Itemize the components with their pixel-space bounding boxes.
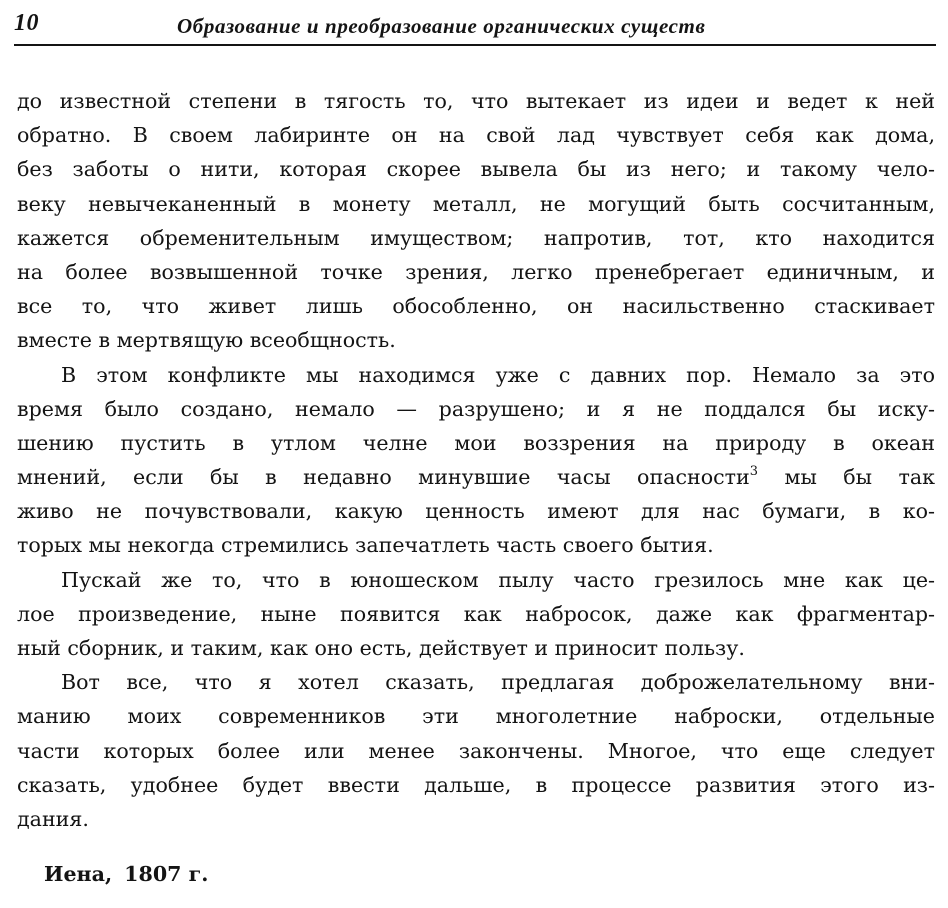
text-segment: мы бы так <box>758 465 935 490</box>
text-line: живо не почувствовали, какую ценность имеют для нас бумаги, в ко- <box>17 499 935 524</box>
text-line: без заботы о нити, которая скорее вывела бы из него; и такому чело- <box>17 157 935 182</box>
footnote-marker: 3 <box>749 464 759 480</box>
text-line: время было создано, немало — разрушено; и я не поддался бы иску- <box>17 396 935 421</box>
page-header <box>14 8 934 48</box>
text-line: шению пустить в утлом челне мои воззрения на природу в океан <box>17 430 935 455</box>
signature-place: Иена, <box>44 862 113 886</box>
text-line: вместе в мертвящую всеобщность. <box>17 328 396 353</box>
text-line: Вот все, что я хотел сказать, предлагая доброжелательному вни- <box>61 670 935 695</box>
text-line: до известной степени в тягость то, что вытекает из идеи и ведет к ней <box>17 89 935 113</box>
text-line: Пускай же то, что в юношеском пылу часто грезилось мне как це- <box>61 567 935 592</box>
text-line: кажется обременительным имуществом; напротив, тот, кто находится <box>17 225 935 250</box>
text-line: обратно. В своем лабиринте он на свой лад чувствует себя как дома, <box>17 123 935 148</box>
text-segment: мнений, если бы в недавно минувшие часы опасности <box>17 465 750 490</box>
text-line: части которых более или менее закончены. Многое, что еще следует <box>17 738 935 763</box>
text-line: веку невычеканенный в монету металл, не могущий быть сосчитанным, <box>17 191 935 216</box>
text-line: лое произведение, ныне появится как набросок, даже как фрагментар- <box>17 601 935 626</box>
running-title: Образование и преобразование органических существ <box>177 14 706 38</box>
text-line: манию моих современников эти многолетние наброски, отдельные <box>17 704 935 729</box>
text-line: все то, что живет лишь обособленно, он насильственно стаскивает <box>17 294 935 319</box>
text-line: дания. <box>17 806 89 831</box>
text-line: ный сборник, и таким, как оно есть, действует и приносит пользу. <box>17 636 745 660</box>
text-line: сказать, удобнее будет ввести дальше, в процессе развития этого из- <box>17 772 935 797</box>
signature <box>44 862 208 886</box>
text-line: торых мы некогда стремились запечатлеть часть своего бытия. <box>17 533 714 558</box>
text-line: на более возвышенной точке зрения, легко пренебрегает единичным, и <box>17 259 935 284</box>
text-line-with-footnote <box>17 460 935 494</box>
page-number: 10 <box>14 10 39 36</box>
signature-year: 1807 г. <box>124 862 209 886</box>
body-text <box>17 84 935 836</box>
header-rule <box>14 44 936 46</box>
text-line: В этом конфликте мы находимся уже с давних пор. Немало за это <box>61 362 935 387</box>
